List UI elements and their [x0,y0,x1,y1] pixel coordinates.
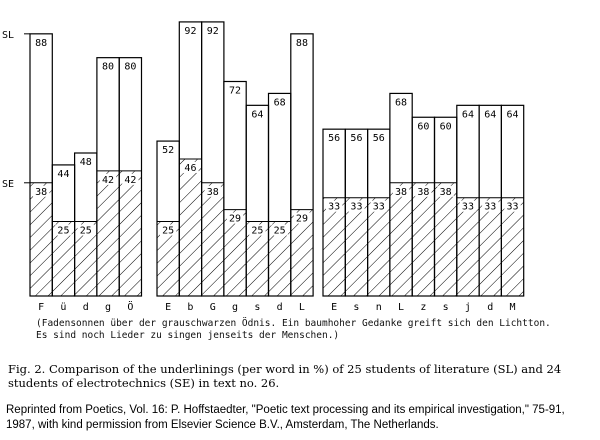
value-label-se: 29 [229,213,242,225]
value-label-se: 25 [273,225,286,237]
bar-se [179,159,201,296]
category-label: E [165,302,172,313]
category-label: s [353,302,360,313]
value-label-se: 25 [251,225,264,237]
value-label-se: 38 [35,186,48,198]
value-label-se: 33 [350,201,363,213]
category-label: G [209,302,216,313]
category-label: E [331,302,338,313]
value-label-sl: 60 [439,121,452,133]
value-label-se: 38 [417,186,430,198]
category-label: d [487,302,494,313]
value-label-sl: 68 [273,97,286,109]
bar-se [119,171,141,296]
reprint-credit: Reprinted from Poetics, Vol. 16: P. Hoffstaedter, "Poetic text processing and its empirical investigation," 75-91, 1987, with kind permission from Elsevier Science B.V., Amsterdam, The Netherlands. [6,404,565,431]
value-label-sl: 72 [229,85,242,97]
category-label: j [464,302,471,313]
category-label: L [398,302,405,313]
bar-se [435,183,457,296]
value-label-se: 25 [162,225,175,237]
value-label-se: 42 [102,174,115,186]
value-label-sl: 64 [484,109,497,121]
bar-se [97,171,119,296]
value-label-sl: 64 [251,109,264,121]
value-label-sl: 88 [295,37,308,49]
value-label-se: 46 [184,162,197,174]
value-label-sl: 56 [328,133,341,145]
value-label-sl: 92 [206,25,219,37]
value-label-sl: 56 [350,133,363,145]
category-label: L [298,302,305,313]
category-label: F [38,302,45,313]
category-label: n [375,302,382,313]
value-label-se: 25 [79,225,92,237]
value-label-sl: 80 [102,61,115,73]
category-label: d [82,302,89,313]
value-label-sl: 92 [184,25,197,37]
category-label: ü [60,302,67,313]
category-label: g [232,302,239,313]
value-label-se: 33 [372,201,385,213]
category-label: Ö [127,302,134,313]
value-label-sl: 68 [395,97,408,109]
y-tick-label: SE [2,178,15,190]
value-label-sl: 88 [35,37,48,49]
category-label: M [509,302,516,313]
value-label-se: 33 [328,201,341,213]
bar-se [202,183,224,296]
bar-se [30,183,52,296]
category-label: s [442,302,449,313]
category-label: s [254,302,261,313]
value-label-se: 33 [484,201,497,213]
value-label-se: 38 [439,186,452,198]
category-label: b [187,302,194,313]
value-label-se: 38 [206,186,219,198]
value-label-sl: 64 [461,109,474,121]
value-label-sl: 64 [506,109,519,121]
bar-se [412,183,434,296]
value-label-sl: 52 [162,145,175,157]
poem-note: (Fadensonnen über der grauschwarzen Ödnis. Ein baumhoher Gedanke greift sich den Lichtton. Es sind noch Lieder zu singen jenseits der Menschen.) [36,318,551,341]
value-label-se: 42 [124,174,137,186]
value-label-se: 33 [506,201,519,213]
value-label-sl: 48 [79,157,92,168]
category-label: z [420,302,427,313]
category-label: d [276,302,283,313]
value-label-sl: 60 [417,121,430,133]
y-tick-label: SL [2,29,15,41]
value-label-se: 38 [395,186,408,198]
value-label-se: 33 [461,201,474,213]
value-label-se: 29 [295,213,308,225]
value-label-se: 25 [57,225,70,237]
value-label-sl: 56 [372,133,385,145]
bar-se [390,183,412,296]
value-label-sl: 80 [124,61,137,73]
figure-caption: Fig. 2. Comparison of the underlinings (per word in %) of 25 students of literature (SL) and 24 students of electrotechnics (SE) in text no. 26. [8,362,562,390]
category-label: g [105,302,112,313]
value-label-sl: 44 [57,168,70,180]
